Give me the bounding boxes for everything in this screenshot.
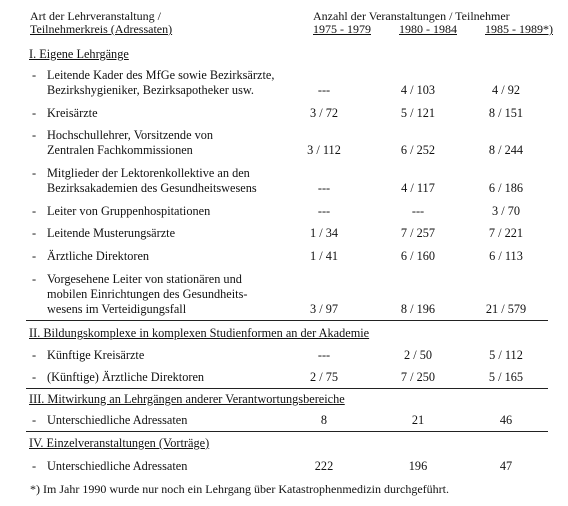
row-bullet: - <box>32 106 37 120</box>
row-label: Mitglieder der Lektorenkollektive an den <box>47 166 250 180</box>
cell-1985-1989: 4 / 92 <box>491 83 520 97</box>
group-header: Anzahl der Veranstaltungen / Teilnehmer <box>313 9 510 23</box>
row-bullet: - <box>32 128 37 142</box>
cell-1985-1989: 47 <box>499 459 513 473</box>
cell-1980-1984: 2 / 50 <box>403 348 432 362</box>
row-label: Bezirksakademien des Gesundheitswesens <box>47 181 257 195</box>
cell-1980-1984: 7 / 257 <box>400 226 436 240</box>
row-bullet: - <box>32 68 37 82</box>
cell-1980-1984: 5 / 121 <box>400 106 436 120</box>
cell-1975-1979: --- <box>317 83 331 97</box>
row-bullet: - <box>32 272 37 286</box>
cell-1975-1979: --- <box>317 204 331 218</box>
cell-1975-1979: 3 / 97 <box>309 302 338 316</box>
cell-1975-1979: 3 / 112 <box>307 143 341 157</box>
cell-1975-1979: 1 / 41 <box>309 249 338 263</box>
cell-1975-1979: 2 / 75 <box>309 370 338 384</box>
cell-1985-1989: 5 / 165 <box>488 370 524 384</box>
section-title: IV. Einzelveranstaltungen (Vorträge) <box>29 436 210 450</box>
section-title: III. Mitwirkung an Lehrgängen anderer Verantwortungsbereiche <box>29 392 345 406</box>
cell-1980-1984: 4 / 117 <box>401 181 435 195</box>
row-bullet: - <box>32 459 37 473</box>
cell-1985-1989: 8 / 244 <box>488 143 524 157</box>
column-label-line-2: Teilnehmerkreis (Adressaten) <box>30 22 173 36</box>
section-divider <box>26 388 548 389</box>
row-label: Unterschiedliche Adressaten <box>47 459 188 473</box>
cell-1980-1984: 8 / 196 <box>400 302 436 316</box>
cell-1985-1989: 3 / 70 <box>491 204 520 218</box>
section-title: I. Eigene Lehrgänge <box>29 47 129 61</box>
cell-1985-1989: 5 / 112 <box>489 348 523 362</box>
row-label: Zentralen Fachkommissionen <box>47 143 193 157</box>
row-label: Hochschullehrer, Vorsitzende von <box>47 128 214 142</box>
cell-1980-1984: --- <box>411 204 425 218</box>
cell-1985-1989: 6 / 186 <box>488 181 524 195</box>
cell-1975-1979: 8 <box>320 413 328 427</box>
cell-1985-1989: 21 / 579 <box>485 302 527 316</box>
row-label: mobilen Einrichtungen des Gesundheits- <box>47 287 248 301</box>
cell-1985-1989: 6 / 113 <box>489 249 523 263</box>
cell-1975-1979: 222 <box>314 459 334 473</box>
row-bullet: - <box>32 348 37 362</box>
row-label: Ärztliche Direktoren <box>47 249 150 263</box>
cell-1975-1979: --- <box>317 348 331 362</box>
period-header-1: 1975 - 1979 <box>313 22 371 36</box>
row-label: Künftige Kreisärzte <box>47 348 145 362</box>
cell-1980-1984: 7 / 250 <box>400 370 436 384</box>
cell-1980-1984: 4 / 103 <box>400 83 436 97</box>
row-bullet: - <box>32 204 37 218</box>
section-divider <box>26 431 548 432</box>
row-label: Leiter von Gruppenhospitationen <box>47 204 211 218</box>
row-bullet: - <box>32 413 37 427</box>
cell-1980-1984: 21 <box>411 413 425 427</box>
cell-1980-1984: 196 <box>408 459 428 473</box>
section-divider <box>26 320 548 321</box>
row-label: (Künftige) Ärztliche Direktoren <box>47 370 205 384</box>
period-header-3: 1985 - 1989*) <box>485 22 553 36</box>
cell-1985-1989: 46 <box>499 413 513 427</box>
row-label: Vorgesehene Leiter von stationären und <box>47 272 242 286</box>
cell-1975-1979: --- <box>317 181 331 195</box>
footnote: *) Im Jahr 1990 wurde nur noch ein Lehrgang über Katastrophenmedizin durchgeführt. <box>30 482 449 496</box>
row-bullet: - <box>32 226 37 240</box>
cell-1985-1989: 7 / 221 <box>488 226 524 240</box>
row-label: wesens im Verteidigungsfall <box>47 302 187 316</box>
period-header-2: 1980 - 1984 <box>399 22 457 36</box>
row-label: Leitende Kader des MfGe sowie Bezirksärzte, <box>47 68 275 82</box>
column-label-line-1: Art der Lehrveranstaltung / <box>30 9 161 23</box>
cell-1985-1989: 8 / 151 <box>488 106 524 120</box>
row-label: Bezirkshygieniker, Bezirksapotheker usw. <box>47 83 255 97</box>
row-bullet: - <box>32 249 37 263</box>
row-label: Leitende Musterungsärzte <box>47 226 176 240</box>
row-label: Unterschiedliche Adressaten <box>47 413 188 427</box>
row-bullet: - <box>32 166 37 180</box>
cell-1980-1984: 6 / 160 <box>400 249 436 263</box>
cell-1975-1979: 1 / 34 <box>309 226 338 240</box>
cell-1975-1979: 3 / 72 <box>309 106 338 120</box>
section-title: II. Bildungskomplexe in komplexen Studienformen an der Akademie <box>29 326 370 340</box>
row-label: Kreisärzte <box>47 106 98 120</box>
cell-1980-1984: 6 / 252 <box>400 143 436 157</box>
row-bullet: - <box>32 370 37 384</box>
